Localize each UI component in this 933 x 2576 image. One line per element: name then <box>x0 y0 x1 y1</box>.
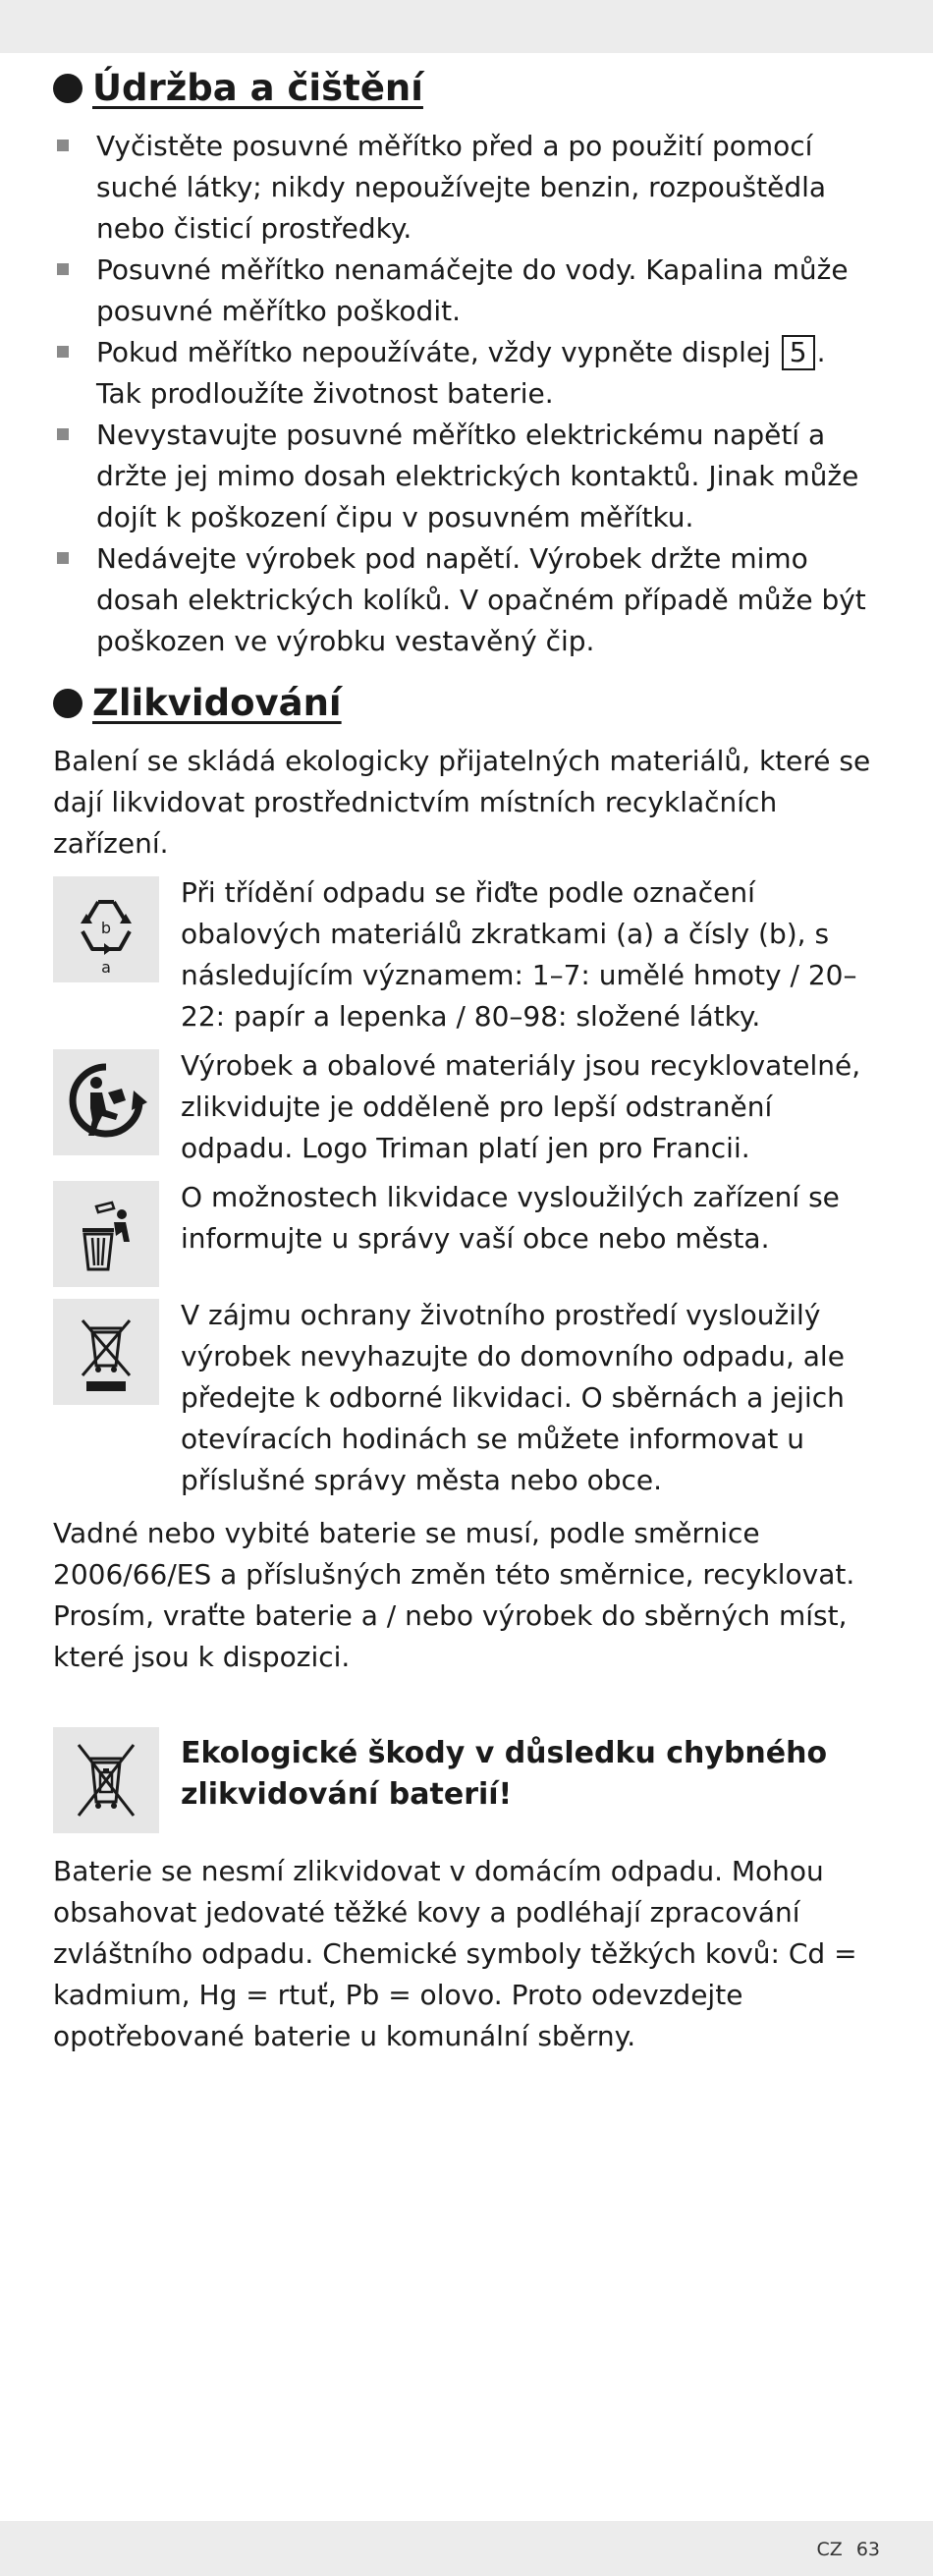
disposal-title: Zlikvidování <box>92 682 342 724</box>
list-item: Vyčistěte posuvné měřítko před a po použití pomocí suché látky; nikdy nepoužívejte benzin, rozpouštědla nebo čisticí prostředky. <box>53 126 878 250</box>
list-item: Pokud měřítko nepoužíváte, vždy vypněte displej 5 . Tak prodloužíte životnost baterie. <box>53 332 878 415</box>
page-content <box>53 61 878 2057</box>
waste-bin-icon <box>53 1181 159 1287</box>
crossed-bin-text: V zájmu ochrany životního prostředí vysloužilý výrobek nevyhazujte do domovního odpadu, ale předejte k odborné likvidaci. O sběrnách a jejich otevíracích hodinách se můžete informovat u příslušné správy města nebo obce. <box>181 1299 845 1496</box>
square-bullet-icon <box>57 140 69 151</box>
language-code: CZ <box>816 2539 843 2560</box>
square-bullet-icon <box>57 263 69 275</box>
recycling-letter-b: b <box>100 919 112 937</box>
final-paragraph: Baterie se nesmí zlikvidovat v domácím odpadu. Mohou obsahovat jedovaté těžké kovy a podléhají zpracování zvláštního odpadu. Chemické symboly těžkých kovů: Cd = kadmium, Hg = rtuť, Pb = olovo. Proto odevzdejte opotřebované baterie u komunální sběrny. <box>53 1855 857 2052</box>
warning-text: Ekologické škody v důsledku chybného zlikvidování baterií! <box>181 1736 828 1812</box>
square-bullet-icon <box>57 428 69 440</box>
list-item: Nedávejte výrobek pod napětí. Výrobek držte mimo dosah elektrických kolíků. V opačném případě může být poškozen ve výrobku vestavěný čip. <box>53 538 878 662</box>
part-number-box: 5 <box>782 335 815 370</box>
waste-bin-text: O možnostech likvidace vysloužilých zařízení se informujte u správy vaší obce nebo města. <box>181 1181 840 1255</box>
square-bullet-icon <box>57 346 69 358</box>
crossed-bin-icon <box>53 1299 159 1405</box>
icon-row-crossed-bin <box>53 1295 878 1501</box>
recycling-letter-a: a <box>101 958 111 977</box>
page-label <box>803 2539 880 2560</box>
list-item: Nevystavujte posuvné měřítko elektrickému napětí a držte jej mimo dosah elektrických kontaktů. Jinak může dojít k poškození čipu v posuvném měřítku. <box>53 415 878 538</box>
bullet-dot-icon <box>53 74 82 103</box>
top-bar <box>0 0 933 53</box>
disposal-heading <box>53 676 878 731</box>
care-list <box>53 126 878 662</box>
icon-row-waste-bin <box>53 1177 878 1287</box>
disposal-intro: Balení se skládá ekologicky přijatelných materiálů, které se dají likvidovat prostřednictvím místních recyklačních zařízení. <box>53 745 871 860</box>
care-heading <box>53 61 878 116</box>
bullet-dot-icon <box>53 689 82 718</box>
recycling-code-icon <box>53 876 159 982</box>
list-item: Posuvné měřítko nenamáčejte do vody. Kapalina může posuvné měřítko poškodit. <box>53 250 878 332</box>
icon-row-recycling <box>53 872 878 1037</box>
square-bullet-icon <box>57 552 69 564</box>
crossed-battery-bin-icon <box>53 1727 159 1833</box>
page-number: 63 <box>855 2539 880 2560</box>
triman-text: Výrobek a obalové materiály jsou recyklovatelné, zlikvidujte je odděleně pro lepší odstranění odpadu. Logo Triman platí jen pro Francii. <box>181 1049 861 1164</box>
icon-row-triman <box>53 1045 878 1169</box>
footer-bar <box>0 2521 933 2576</box>
triman-icon <box>53 1049 159 1155</box>
warning-row <box>53 1723 878 1833</box>
battery-paragraph: Vadné nebo vybité baterie se musí, podle směrnice 2006/66/ES a příslušných změn této směrnice, recyklovat. Prosím, vraťte baterie a / nebo výrobek do sběrných míst, které jsou k dispozici. <box>53 1517 855 1673</box>
recycling-text: Při třídění odpadu se řiďte podle označení obalových materiálů zkratkami (a) a čísly (b), s následujícím významem: 1–7: umělé hmoty / 20–22: papír a lepenka / 80–98: složené látky. <box>181 876 857 1033</box>
care-title: Údržba a čištění <box>92 67 423 109</box>
